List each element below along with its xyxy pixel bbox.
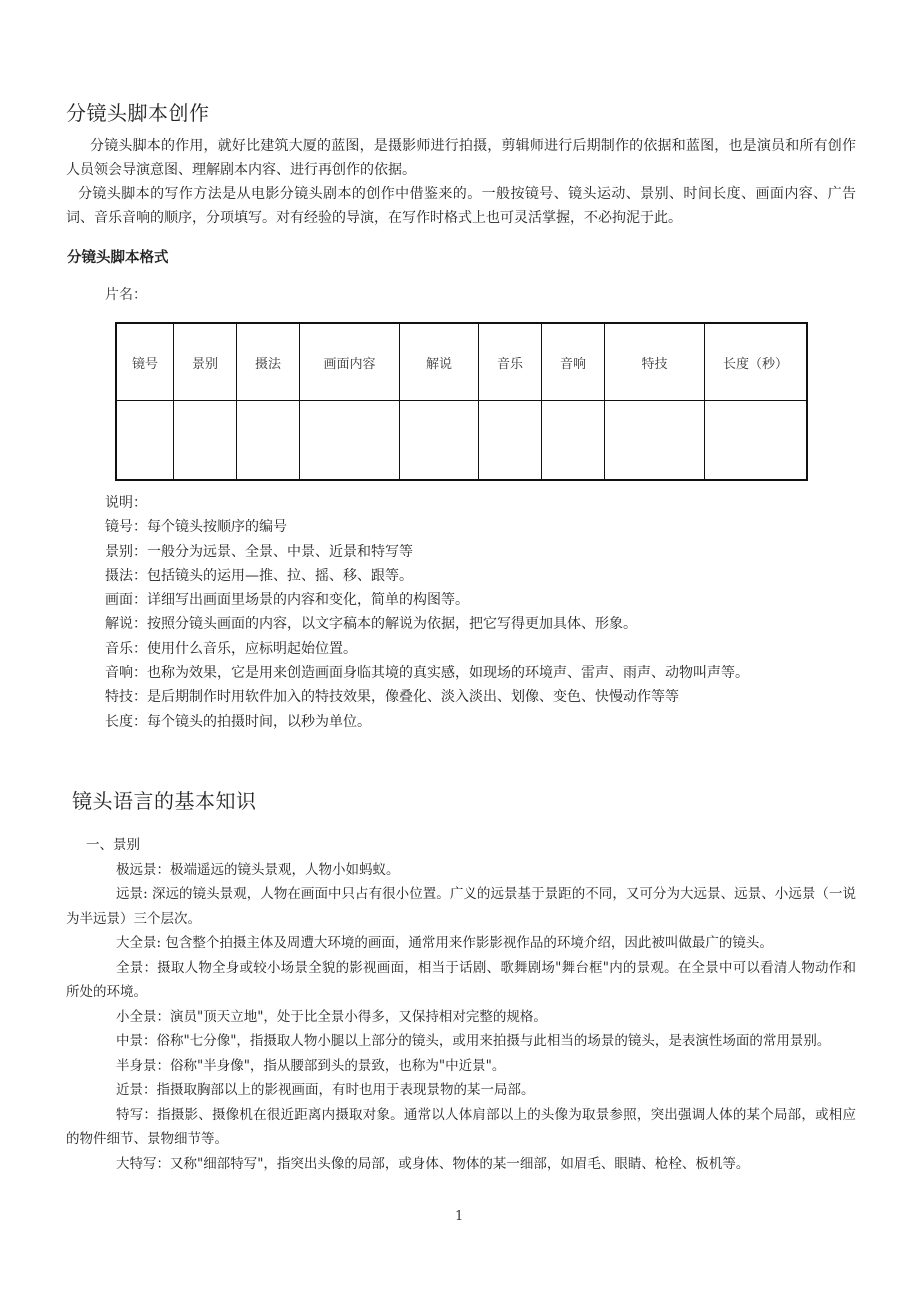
table-header-cell: 音乐: [479, 323, 542, 401]
shot-size-item: 大特写：又称"细部特写"，指突出头像的局部，或身体、物体的某一细部，如眉毛、眼睛、枪栓、板机等。: [116, 1155, 750, 1172]
note-item: 景别：一般分为远景、全景、中景、近景和特写等: [105, 543, 413, 560]
table-cell[interactable]: [479, 401, 542, 481]
table-header-row: [116, 323, 807, 401]
table-header-cell: 音响: [542, 323, 605, 401]
shot-size-item: 大全景: 包含整个拍摄主体及周遭大环境的画面，通常用来作影影视作品的环境介绍，因此被叫做最广的镜头。: [116, 935, 773, 951]
table-cell[interactable]: [705, 401, 808, 481]
paragraph-method: 分镜头脚本的写作方法是从电影分镜头剧本的创作中借鉴来的。一般按镜号、镜头运动、景别、时间长度、画面内容、广告词、音乐音响的顺序，分项填写。对有经验的导演，在写作时格式上也可灵活掌握，不必拘泥于此。: [66, 186, 856, 226]
film-name-label: 片名：: [105, 287, 147, 303]
section-title-shot-language: 镜头语言的基本知识: [72, 789, 257, 813]
note-item: 镜号：每个镜头按顺序的编号: [105, 519, 287, 536]
page-number: 1: [455, 1209, 464, 1224]
note-item: 音响：也称为效果，它是用来创造画面身临其境的真实感，如现场的环境声、雷声、雨声、动物叫声等。: [105, 665, 749, 682]
shot-size-item: 半身景：俗称"半身像"，指从腰部到头的景致，也称为"中近景"。: [116, 1057, 506, 1074]
table-row: [116, 401, 807, 481]
note-item: 摄法：包括镜头的运用—推、拉、摇、移、跟等。: [105, 567, 413, 584]
shot-size-item: 远景: 深远的镜头景观，人物在画面中只占有很小位置。广义的远景基于景距的不同，又可分为大远景、远景、小远景（一说为半远景）三个层次。: [66, 886, 856, 927]
note-item: 解说：按照分镜头画面的内容，以文字稿本的解说为依据，把它写得更加具体、形象。: [105, 616, 637, 633]
table-header-cell: 景别: [174, 323, 237, 401]
table-cell[interactable]: [542, 401, 605, 481]
table-header-cell: 解说: [400, 323, 479, 401]
subsection-title-shot-size: 一、景别: [86, 837, 140, 853]
table-header-cell: 长度（秒）: [705, 323, 808, 401]
note-item: 特技：是后期制作时用软件加入的特技效果，像叠化、淡入淡出、划像、变色、快慢动作等等: [105, 689, 679, 706]
note-item: 长度：每个镜头的拍摄时间，以秒为单位。: [105, 713, 371, 730]
shot-size-item: 全景：摄取人物全身或较小场景全貌的影视画面，相当于话剧、歌舞剧场"舞台框"内的景观。在全景中可以看清人物动作和所处的环境。: [66, 959, 856, 1000]
storyboard-table: [115, 322, 808, 481]
table-header-cell: 镜号: [116, 323, 174, 401]
table-cell[interactable]: [300, 401, 400, 481]
shot-size-item: 特写：指摄影、摄像机在很近距离内摄取对象。通常以人体肩部以上的头像为取景参照，突出强调人体的某个局部，或相应的物件细节、景物细节等。: [66, 1106, 856, 1147]
notes-list: [105, 491, 865, 734]
table-cell[interactable]: [605, 401, 705, 481]
shot-size-item: 小全景：演员"顶天立地"，处于比全景小得多，又保持相对完整的规格。: [116, 1008, 547, 1025]
shot-size-section: [66, 833, 856, 1176]
note-item: 画面：详细写出画面里场景的内容和变化，简单的构图等。: [105, 592, 469, 609]
table-cell[interactable]: [174, 401, 237, 481]
shot-size-item: 中景：俗称"七分像"，指摄取人物小腿以上部分的镜头，或用来拍摄与此相当的场景的镜头，是表演性场面的常用景别。: [116, 1033, 831, 1049]
table-cell[interactable]: [237, 401, 300, 481]
table-header-cell: 特技: [605, 323, 705, 401]
shot-size-item: 极远景：极端遥远的镜头景观，人物小如蚂蚁。: [116, 861, 400, 878]
section-title-storyboard-creation: 分镜头脚本创作: [66, 101, 210, 125]
table-header-cell: 摄法: [237, 323, 300, 401]
shot-size-item: 近景：指摄取胸部以上的影视画面，有时也用于表现景物的某一局部。: [116, 1082, 535, 1098]
table-header-cell: 画面内容: [300, 323, 400, 401]
note-item: 音乐：使用什么音乐，应标明起始位置。: [105, 640, 357, 657]
table-cell[interactable]: [400, 401, 479, 481]
table-cell[interactable]: [116, 401, 174, 481]
notes-title: 说明：: [105, 495, 147, 511]
section-title-format: 分镜头脚本格式: [67, 250, 169, 266]
paragraph-purpose: 分镜头脚本的作用，就好比建筑大厦的蓝图，是摄影师进行拍摄，剪辑师进行后期制作的依据和蓝图，也是演员和所有创作人员领会导演意图、理解剧本内容、进行再创作的依据。: [66, 138, 856, 178]
